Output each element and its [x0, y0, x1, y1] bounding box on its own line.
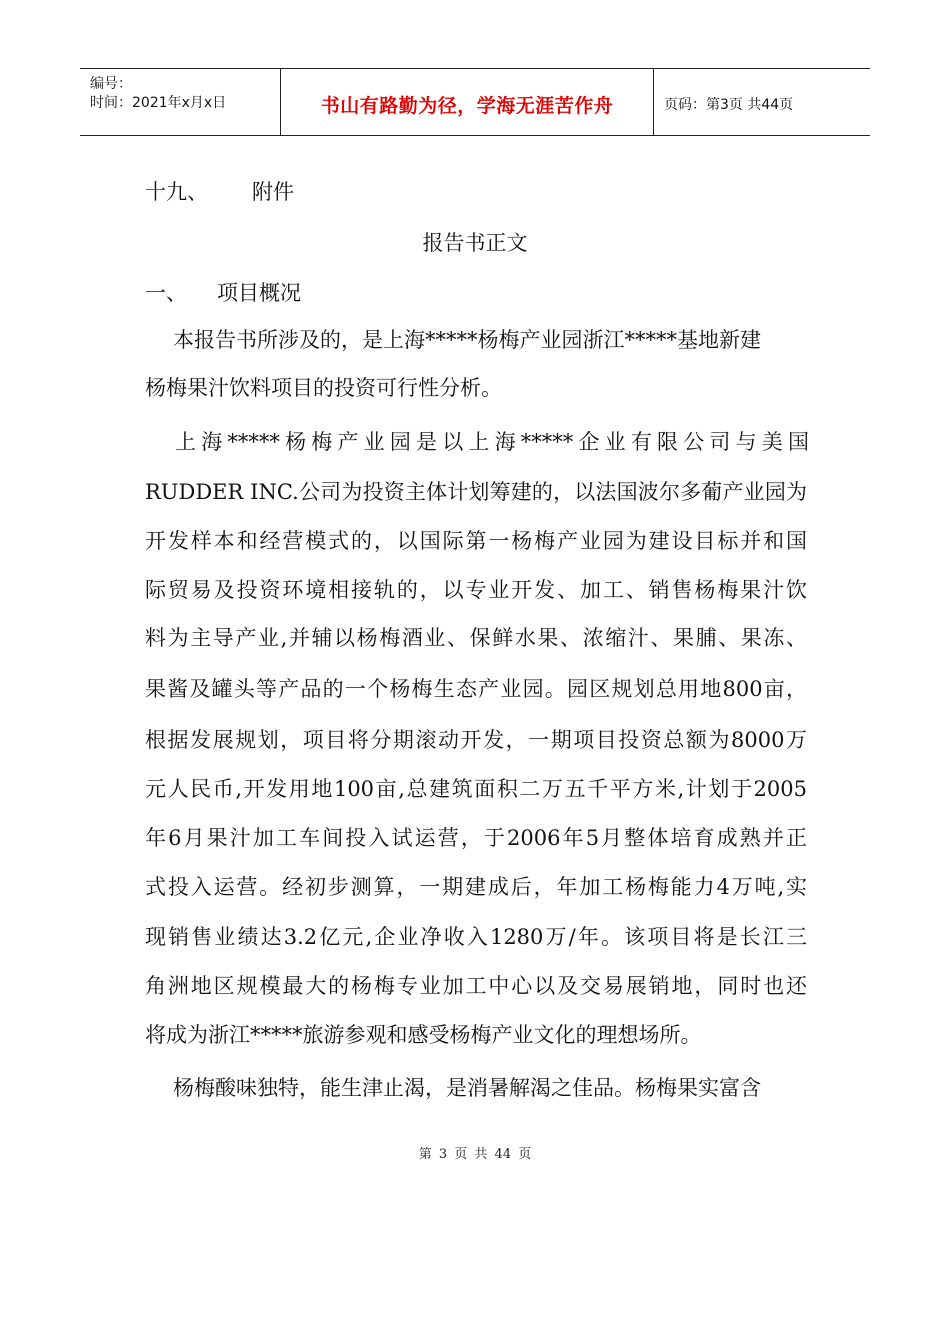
text-line: 本报告书所涉及的，是上海*****杨梅产业园浙江*****基地新建: [173, 328, 761, 352]
section-title: 附件: [252, 180, 294, 204]
document-number-label: 编号：: [90, 76, 132, 92]
header-page-info: 页码：第3页 共44页: [664, 97, 794, 113]
text-line: 杨梅果汁饮料项目的投资可行性分析。: [145, 376, 502, 400]
text-line: 年6月果汁加工车间投入试运营，于2006年5月整体培育成熟并正: [145, 826, 807, 850]
section-number: 十九、: [145, 180, 208, 204]
section-heading-19: [145, 177, 294, 207]
report-title: 报告书正文: [422, 231, 528, 255]
page-header: [80, 68, 870, 136]
document-date: 时间：2021年x月x日: [90, 95, 227, 111]
text-line: 角洲地区规模最大的杨梅专业加工中心以及交易展销地，同时也还: [145, 974, 807, 998]
text-line: RUDDER INC.公司为投资主体计划筹建的，以法国波尔多葡产业园为: [145, 480, 807, 504]
section-number: 一、: [145, 281, 187, 305]
header-divider: [653, 69, 654, 135]
text-line: 元人民币,开发用地100亩,总建筑面积二万五千平方米,计划于2005: [145, 777, 807, 801]
header-meta: [90, 75, 226, 113]
text-line: 现销售业绩达3.2亿元,企业净收入1280万/年。该项目将是长江三: [145, 925, 807, 949]
text-line: 根据发展规划，项目将分期滚动开发，一期项目投资总额为8000万: [145, 728, 807, 752]
section-title: 项目概况: [217, 281, 301, 305]
page-footer: 第 3 页 共 44 页: [418, 1147, 532, 1162]
text-line: 将成为浙江*****旅游参观和感受杨梅产业文化的理想场所。: [145, 1023, 702, 1047]
header-motto: 书山有路勤为径，学海无涯苦作舟: [320, 95, 614, 117]
text-line: 杨梅酸味独特，能生津止渴，是消暑解渴之佳品。杨梅果实富含: [173, 1076, 761, 1100]
section-heading-1: [145, 278, 301, 308]
text-line: 料为主导产业,并辅以杨梅酒业、保鲜水果、浓缩汁、果脯、果冻、: [145, 626, 807, 650]
text-line: 开发样本和经营模式的，以国际第一杨梅产业园为建设目标并和国: [145, 529, 807, 553]
text-line: 果酱及罐头等产品的一个杨梅生态产业园。园区规划总用地800亩，: [145, 677, 807, 701]
text-line: 际贸易及投资环境相接轨的，以专业开发、加工、销售杨梅果汁饮: [145, 578, 807, 602]
text-line: 式投入运营。经初步测算，一期建成后，年加工杨梅能力4万吨,实: [145, 875, 807, 899]
text-line: 上海*****杨梅产业园是以上海*****企业有限公司与美国: [175, 430, 809, 454]
